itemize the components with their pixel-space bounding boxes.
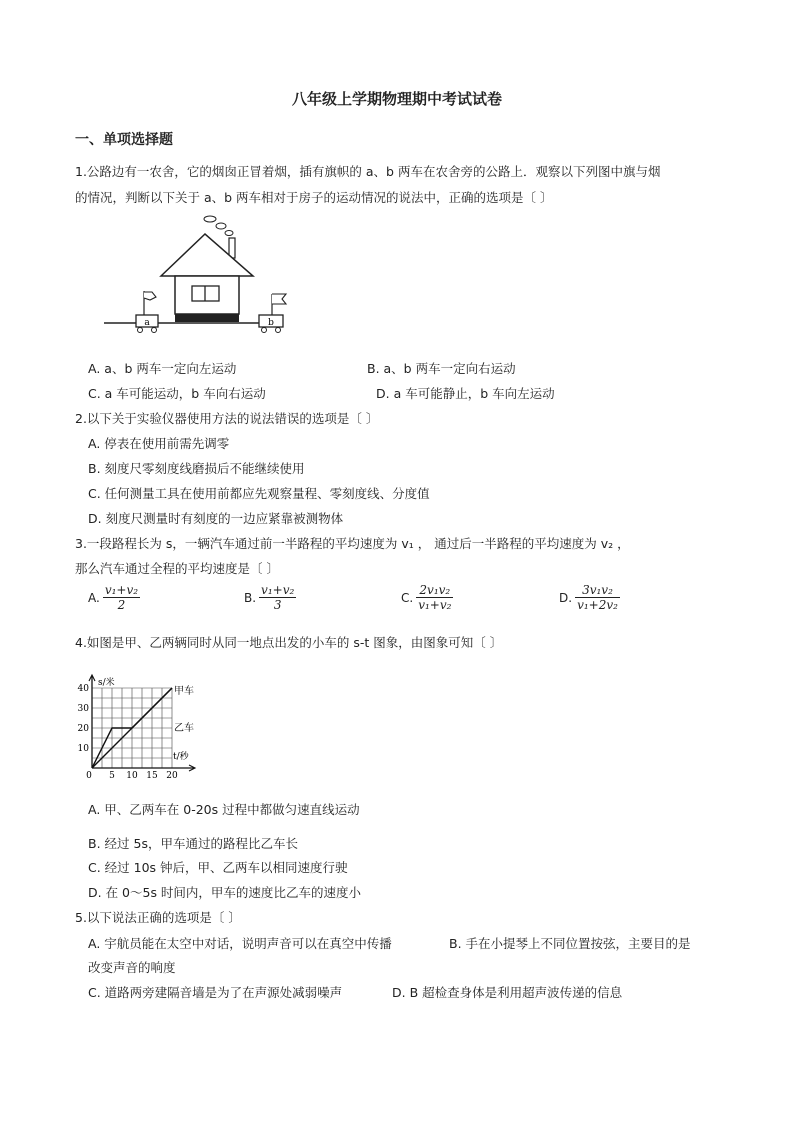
q2-option-c[interactable]: C. 任何测量工具在使用前都应先观察量程、零刻度线、分度值 — [88, 486, 430, 501]
q3-option-a[interactable] — [88, 583, 140, 612]
car-b-label: b — [268, 318, 274, 328]
q2-stem: 2.以下关于实验仪器使用方法的说法错误的选项是〔 〕 — [75, 411, 379, 426]
q1-option-c[interactable]: C. a 车可能运动，b 车向右运动 — [88, 386, 266, 401]
x-tick-label: 20 — [166, 771, 178, 781]
car-a — [136, 291, 158, 333]
y-tick-label: 40 — [77, 684, 89, 694]
q1-house-figure — [100, 212, 265, 344]
numerator: v₁+v₂ — [261, 583, 295, 597]
page-title: 八年级上学期物理期中考试试卷 — [291, 90, 502, 108]
q4-option-a[interactable]: A. 甲、乙两车在 0-20s 过程中都做匀速直线运动 — [88, 802, 360, 817]
house-roof — [161, 234, 253, 276]
fraction — [416, 583, 453, 612]
series-label-jia: 甲车 — [174, 686, 194, 697]
q1-option-d[interactable]: D. a 车可能静止，b 车向左运动 — [376, 386, 555, 401]
denominator: v₁+2v₂ — [577, 598, 618, 612]
q5-option-a[interactable]: A. 宇航员能在太空中对话，说明声音可以在真空中传播 — [88, 936, 392, 951]
series-label-yi: 乙车 — [174, 723, 194, 734]
q1-stem-line2: 的情况，判断以下关于 a、b 两车相对于房子的运动情况的说法中，正确的选项是〔 〕 — [75, 190, 553, 205]
q1-option-b[interactable]: B. a、b 两车一定向右运动 — [367, 361, 516, 376]
q1-stem-line1: 1.公路边有一农舍，它的烟囱正冒着烟，插有旗帜的 a、b 两车在农舍旁的公路上．观察以下列图中旗与烟 — [75, 164, 661, 179]
q5-stem: 5.以下说法正确的选项是〔 〕 — [75, 910, 241, 925]
q3-stem-line1: 3.一段路程长为 s，一辆汽车通过前一半路程的平均速度为 v₁ ， 通过后一半路程的平均速度为 v₂ ， — [75, 536, 630, 551]
y-tick-label: 10 — [77, 744, 89, 754]
x-tick-label: 10 — [126, 771, 138, 781]
q4-option-d[interactable]: D. 在 0～5s 时间内，甲车的速度比乙车的速度小 — [88, 885, 361, 900]
section-heading: 一、单项选择题 — [75, 132, 173, 148]
car-b — [262, 212, 265, 294]
numerator: 2v₁v₂ — [416, 583, 453, 598]
q3-option-d[interactable] — [559, 583, 620, 612]
x-tick-label: 15 — [146, 771, 158, 781]
q4-option-c[interactable]: C. 经过 10s 钟后，甲、乙两车以相同速度行驶 — [88, 860, 348, 875]
option-letter: A. — [88, 590, 100, 605]
y-axis-label: s/米 — [98, 678, 115, 688]
q3-option-b[interactable] — [244, 583, 296, 612]
option-letter: C. — [401, 590, 414, 605]
q2-option-d[interactable]: D. 刻度尺测量时有刻度的一边应紧靠被测物体 — [88, 511, 344, 526]
denominator: 2 — [117, 598, 126, 612]
x-tick-label: 0 — [86, 771, 92, 781]
numerator: v₁+v₂ — [104, 583, 139, 597]
numerator: 3v₁v₂ — [575, 583, 620, 598]
fraction — [259, 583, 296, 612]
q3-option-c[interactable] — [401, 583, 453, 612]
denominator: v₁+v₂ — [418, 598, 452, 612]
q2-option-a[interactable]: A. 停表在使用前需先调零 — [88, 436, 230, 451]
option-letter: D. — [559, 590, 573, 605]
car-a-label: a — [144, 318, 150, 328]
smoke-puff — [225, 231, 233, 236]
q4-stem: 4.如图是甲、乙两辆同时从同一地点出发的小车的 s-t 图象，由图象可知〔 〕 — [75, 635, 503, 650]
q5-option-b[interactable]: B. 手在小提琴上不同位置按弦，主要目的是 — [449, 936, 691, 951]
smoke-puff — [204, 216, 216, 222]
x-tick-label: 5 — [109, 771, 115, 781]
q4-option-b[interactable]: B. 经过 5s，甲车通过的路程比乙车长 — [88, 836, 298, 851]
house-foundation — [175, 314, 239, 322]
q3-stem-line2: 那么汽车通过全程的平均速度是〔 〕 — [75, 561, 279, 576]
q1-option-a[interactable]: A. a、b 两车一定向左运动 — [88, 361, 237, 376]
smoke-puff — [216, 223, 226, 229]
q5-option-c[interactable]: C. 道路两旁建隔音墙是为了在声源处减弱噪声 — [88, 985, 343, 1000]
fraction — [575, 583, 620, 612]
q5-option-b-continued: 改变声音的响度 — [88, 960, 176, 975]
y-tick-label: 20 — [77, 724, 89, 734]
q2-option-b[interactable]: B. 刻度尺零刻度线磨损后不能继续使用 — [88, 461, 305, 476]
denominator: 3 — [273, 598, 282, 612]
q5-option-d[interactable]: D. B 超检查身体是利用超声波传递的信息 — [392, 985, 623, 1000]
option-letter: B. — [244, 590, 257, 605]
y-tick-label: 30 — [77, 704, 89, 714]
x-axis-label: t/秒 — [173, 752, 189, 762]
st-graph — [70, 670, 200, 782]
fraction — [103, 583, 140, 612]
car-b-figure — [255, 290, 295, 335]
